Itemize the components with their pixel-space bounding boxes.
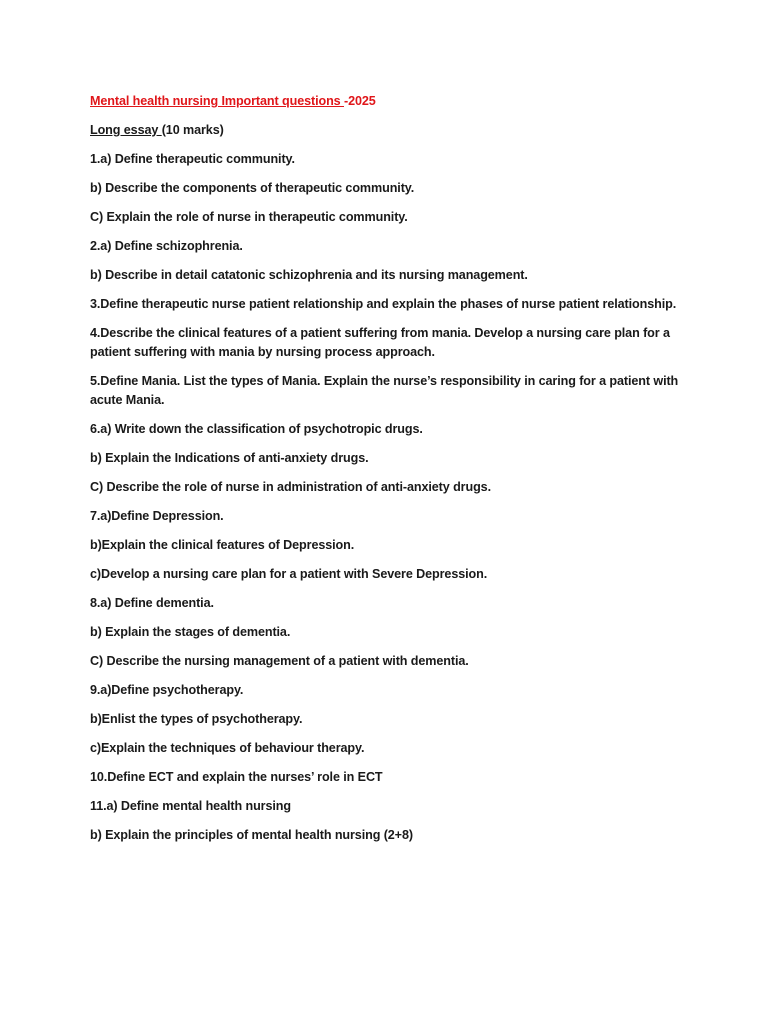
question-item: 1.a) Define therapeutic community. bbox=[90, 152, 295, 166]
question-item: C) Explain the role of nurse in therapeutic community. bbox=[90, 210, 408, 224]
question-item: 9.a)Define psychotherapy. bbox=[90, 683, 244, 697]
document-title bbox=[90, 92, 690, 111]
question-item: b) Describe the components of therapeutic community. bbox=[90, 181, 415, 195]
question-item: 5.Define Mania. List the types of Mania. Explain the nurse’s responsibility in caring for a patient with acute Mania. bbox=[90, 374, 679, 407]
question-item: 11.a) Define mental health nursing bbox=[90, 799, 291, 813]
question-item: c)Develop a nursing care plan for a patient with Severe Depression. bbox=[90, 567, 488, 581]
document-title-year: -2025 bbox=[344, 94, 376, 108]
question-item: b)Explain the clinical features of Depression. bbox=[90, 538, 355, 552]
document-content bbox=[90, 92, 690, 855]
section-heading-label: Long essay bbox=[90, 123, 162, 137]
question-item: 8.a) Define dementia. bbox=[90, 596, 214, 610]
question-item: 10.Define ECT and explain the nurses’ role in ECT bbox=[90, 770, 383, 784]
question-item: c)Explain the techniques of behaviour therapy. bbox=[90, 741, 365, 755]
question-item: 2.a) Define schizophrenia. bbox=[90, 239, 243, 253]
question-item: b) Explain the Indications of anti-anxiety drugs. bbox=[90, 451, 369, 465]
question-item: b) Describe in detail catatonic schizophrenia and its nursing management. bbox=[90, 268, 528, 282]
question-item: 6.a) Write down the classification of psychotropic drugs. bbox=[90, 422, 423, 436]
question-item: 7.a)Define Depression. bbox=[90, 509, 224, 523]
question-item: b) Explain the stages of dementia. bbox=[90, 625, 291, 639]
question-item: 4.Describe the clinical features of a patient suffering from mania. Develop a nursing care plan for a patient suffering with mania by nursing process approach. bbox=[90, 326, 670, 359]
question-item: 3.Define therapeutic nurse patient relationship and explain the phases of nurse patient relationship. bbox=[90, 297, 677, 311]
question-item: b)Enlist the types of psychotherapy. bbox=[90, 712, 303, 726]
document-title-main: Mental health nursing Important questions bbox=[90, 94, 344, 108]
question-item: C) Describe the role of nurse in administration of anti-anxiety drugs. bbox=[90, 480, 491, 494]
question-item: C) Describe the nursing management of a patient with dementia. bbox=[90, 654, 469, 668]
section-heading-marks: (10 marks) bbox=[161, 123, 224, 137]
section-heading bbox=[90, 121, 690, 140]
question-item: b) Explain the principles of mental health nursing (2+8) bbox=[90, 828, 413, 842]
